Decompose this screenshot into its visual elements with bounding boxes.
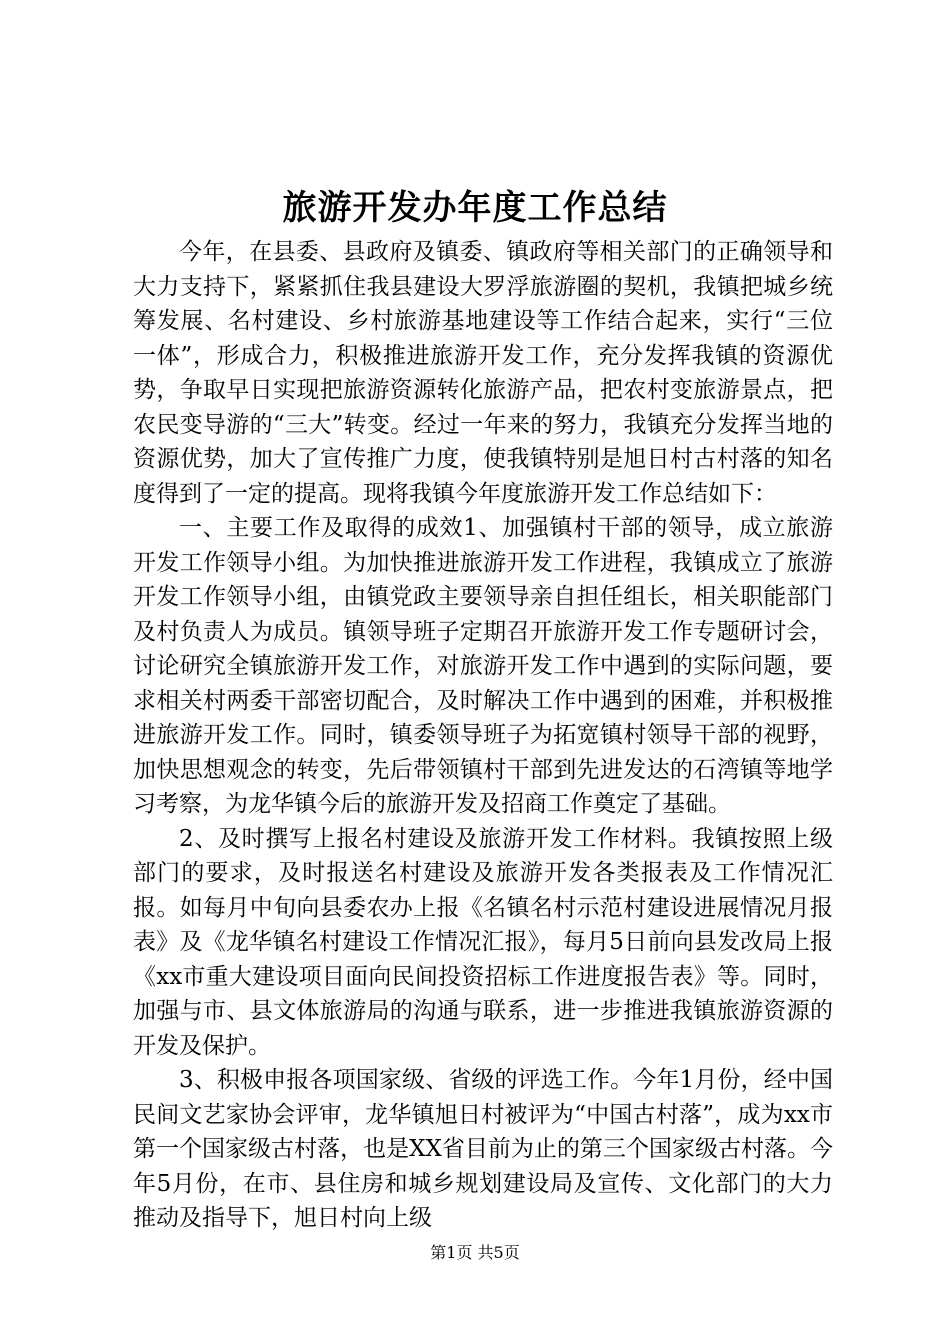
paragraph-intro: 今年，在县委、县政府及镇委、镇政府等相关部门的正确领导和大力支持下，紧紧抓住我县建设大罗浮旅游圈的契机，我镇把城乡统筹发展、名村建设、乡村旅游基地建设等工作结合起来，实行“三位一体”，形成合力，积极推进旅游开发工作，充分发挥我镇的资源优势，争取早日实现把旅游资源转化旅游产品，把农村变旅游景点，把农民变导游的“三大”转变。经过一年来的努力，我镇充分发挥当地的资源优势，加大了宣传推广力度，使我镇特别是旭日村古村落的知名度得到了一定的提高。现将我镇今年度旅游开发工作总结如下： [133,239,833,507]
document-body [133,235,833,1236]
document-title: 旅游开发办年度工作总结 [282,188,668,228]
paragraph-section-1: 一、主要工作及取得的成效1、加强镇村干部的领导，成立旅游开发工作领导小组。为加快推进旅游开发工作进程，我镇成立了旅游开发工作领导小组，由镇党政主要领导亲自担任组长，相关职能部门及村负责人为成员。镇领导班子定期召开旅游开发工作专题研讨会，讨论研究全镇旅游开发工作，对旅游开发工作中遇到的实际问题，要求相关村两委干部密切配合，及时解决工作中遇到的困难，并积极推进旅游开发工作。同时，镇委领导班子为拓宽镇村领导干部的视野，加快思想观念的转变，先后带领镇村干部到先进发达的石湾镇等地学习考察，为龙华镇今后的旅游开发及招商工作奠定了基础。 [133,515,833,817]
page-number-footer: 第1页 共5页 [430,1243,520,1262]
paragraph-item-3: 3、积极申报各项国家级、省级的评选工作。今年1月份，经中国民间文艺家协会评审，龙华镇旭日村被评为“中国古村落”，成为xx市第一个国家级古村落，也是XX省目前为止的第三个国家级古村落。今年5月份，在市、县住房和城乡规划建设局及宣传、文化部门的大力推动及指导下，旭日村向上级 [133,1067,833,1231]
paragraph-item-2: 2、及时撰写上报名村建设及旅游开发工作材料。我镇按照上级部门的要求，及时报送名村建设及旅游开发各类报表及工作情况汇报。如每月中旬向县委农办上报《名镇名村示范村建设进展情况月报表》及《龙华镇名村建设工作情况汇报》，每月5日前向县发改局上报《xx市重大建设项目面向民间投资招标工作进度报告表》等。同时，加强与市、县文体旅游局的沟通与联系，进一步推进我镇旅游资源的开发及保护。 [133,825,833,1059]
